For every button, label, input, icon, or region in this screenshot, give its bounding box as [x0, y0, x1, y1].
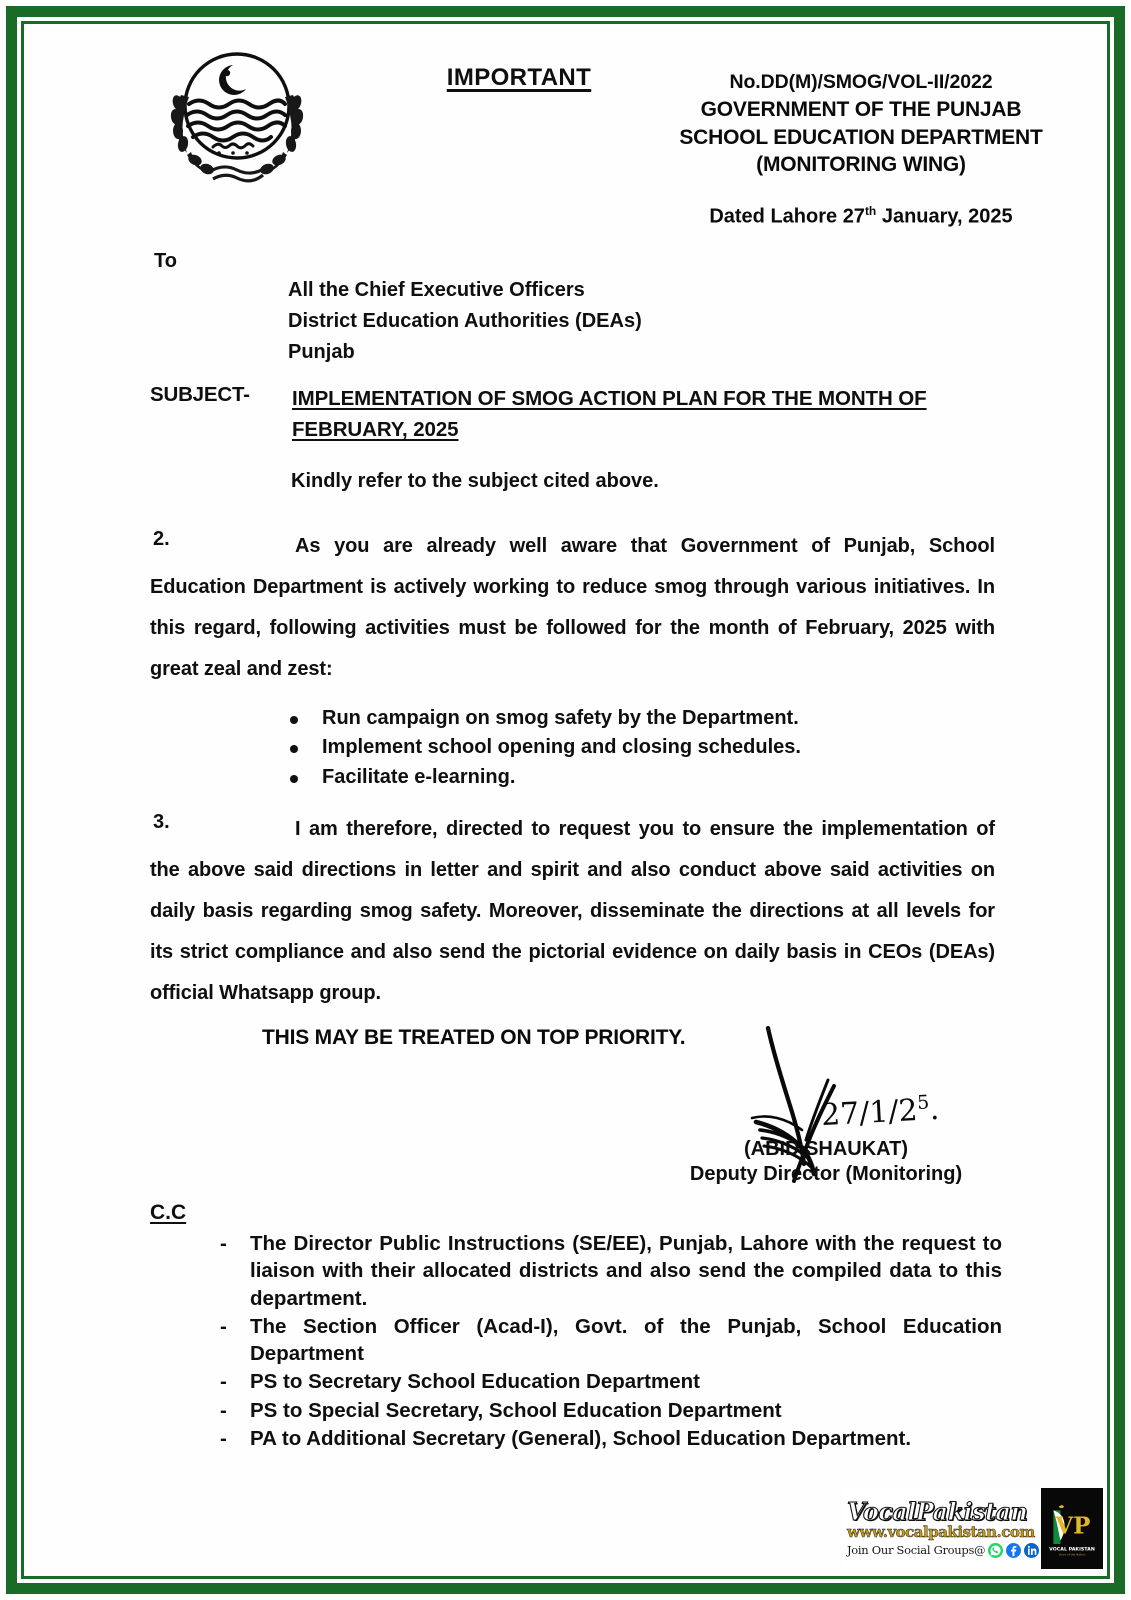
watermark-title: VocalPakistan: [847, 1497, 1028, 1527]
subject-label: SUBJECT-: [150, 383, 250, 406]
list-item: [212, 1313, 1002, 1368]
important-heading: IMPORTANT: [446, 64, 592, 91]
wing-name: (MONITORING WING): [756, 153, 966, 177]
cc-label: C.C: [150, 1201, 187, 1224]
list-item: [212, 1425, 1002, 1452]
handwritten-date-main: 27/1/2: [820, 1093, 919, 1134]
linkedin-icon[interactable]: [1024, 1543, 1039, 1558]
list-item: Run campaign on smog safety by the Department.: [284, 704, 801, 733]
list-item: Facilitate e-learning.: [284, 763, 801, 792]
handwritten-date-year-sup: 5: [916, 1091, 930, 1115]
vocal-pakistan-watermark: [843, 1488, 1096, 1569]
watermark-url: www.vocalpakistan.com: [847, 1523, 1035, 1542]
file-number: No.DD(M)/SMOG/VOL-II/2022: [729, 71, 993, 93]
whatsapp-icon[interactable]: [988, 1543, 1003, 1558]
cc-item-text: - PS to Secretary School Education Department: [250, 1370, 700, 1394]
svg-text:VOCAL PAKISTAN: VOCAL PAKISTAN: [1049, 1546, 1096, 1552]
cc-item-text: - The Section Officer (Acad-I), Govt. of the Punjab, School Education Department: [250, 1314, 1002, 1365]
addressee-block: [288, 275, 642, 368]
handwritten-date-end: .: [928, 1091, 941, 1128]
scanned-content: [26, 26, 1105, 1574]
to-label: To: [154, 250, 177, 272]
reference-line: Kindly refer to the subject cited above.: [291, 470, 659, 492]
activities-list: [284, 704, 801, 792]
list-item: Implement school opening and closing schedules.: [284, 733, 801, 762]
watermark-text-block: [843, 1488, 1041, 1569]
department-name: SCHOOL EDUCATION DEPARTMENT: [679, 125, 1043, 149]
watermark-join-text: Join Our Social Groups@: [847, 1543, 986, 1558]
svg-text:VP: VP: [1055, 1511, 1091, 1539]
vocal-pakistan-logo-icon: [1041, 1488, 1103, 1569]
watermark-social-row: [847, 1543, 1039, 1558]
paragraph-3-number: 3.: [153, 811, 170, 833]
addressee-line-3: Punjab: [288, 341, 355, 363]
paragraph-3-text: I am therefore, directed to request you to ensure the implementation of the above said directions in letter and spirit and also conduct above said activities on daily basis regarding smog safety. Moreover, disseminate the directions at all levels for its strict compliance and also send the pictorial evidence on daily basis in CEOs (DEAs) official Whatsapp group.: [150, 818, 995, 1004]
signatory-title: Deputy Director (Monitoring): [689, 1163, 963, 1185]
punjab-government-emblem-icon: [147, 43, 327, 188]
cc-list: [212, 1230, 1002, 1453]
cc-item-text: - PS to Special Secretary, School Education Department: [250, 1398, 782, 1422]
subject-text: IMPLEMENTATION OF SMOG ACTION PLAN FOR THE MONTH OF FEBRUARY, 2025: [292, 387, 927, 442]
government-name: GOVERNMENT OF THE PUNJAB: [700, 97, 1022, 121]
signatory-name: (ABID SHAUKAT): [743, 1138, 909, 1160]
dated-line: [641, 204, 1081, 229]
handwritten-date: [820, 1091, 940, 1133]
addressee-line-2: District Education Authorities (DEAs): [288, 310, 642, 332]
addressee-line-1: All the Chief Executive Officers: [288, 279, 585, 301]
cc-item-text: - The Director Public Instructions (SE/EE), Punjab, Lahore with the request to liaison with their allocated districts and also send the compiled data to this department.: [250, 1232, 1002, 1310]
list-item: [212, 1368, 1002, 1395]
dated-suffix: January, 2025: [876, 205, 1013, 228]
priority-note: THIS MAY BE TREATED ON TOP PRIORITY.: [262, 1026, 686, 1049]
document-sheet: [26, 26, 1105, 1574]
letterhead: [641, 70, 1081, 179]
paragraph-2-text: As you are already well aware that Government of Punjab, School Education Department is actively working to reduce smog through various initiatives. In this regard, following activities must be followed for the month of February, 2025 with great zeal and zest:: [150, 535, 995, 680]
facebook-icon[interactable]: [1006, 1543, 1021, 1558]
list-item: [212, 1397, 1002, 1424]
dated-prefix: Dated Lahore 27: [709, 205, 865, 228]
list-item: [212, 1230, 1002, 1312]
svg-text:Voice of the Nation: Voice of the Nation: [1058, 1552, 1086, 1557]
paragraph-2-number: 2.: [153, 528, 170, 550]
dated-ordinal: th: [864, 204, 877, 218]
cc-item-text: - PA to Additional Secretary (General), School Education Department.: [250, 1426, 912, 1450]
